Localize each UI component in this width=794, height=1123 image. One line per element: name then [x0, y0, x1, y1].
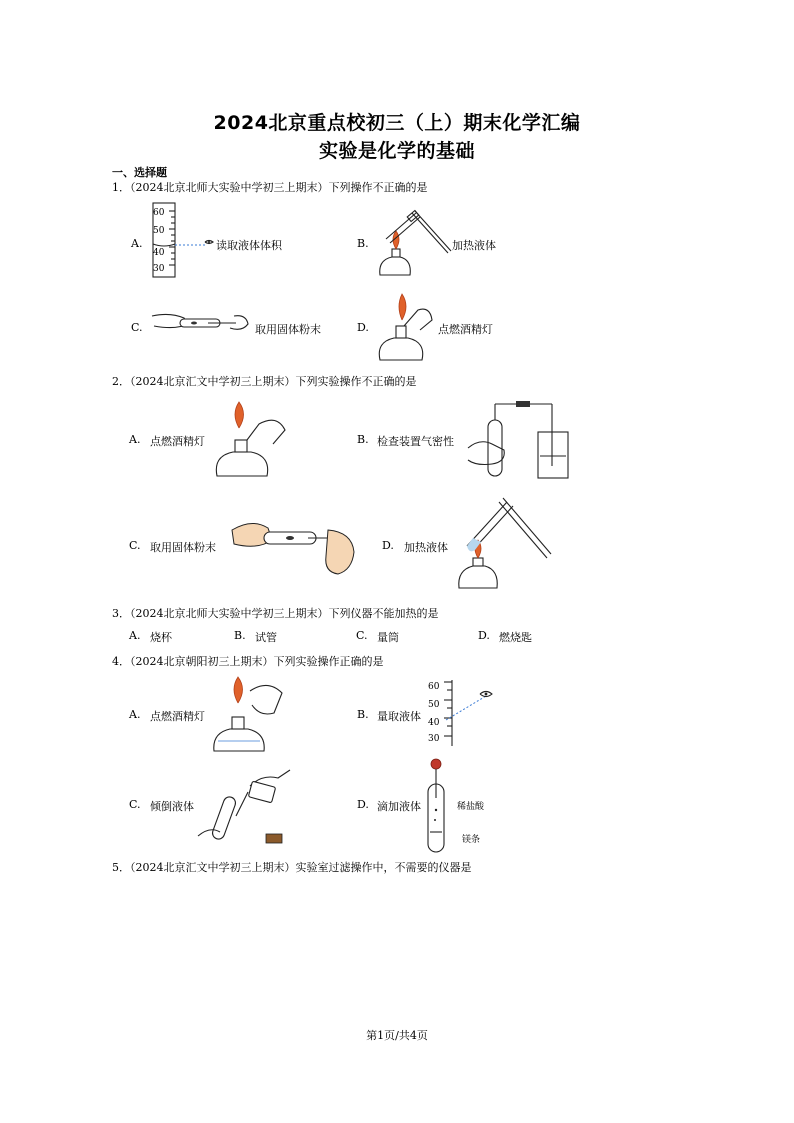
document-subtitle: 实验是化学的基础: [318, 140, 475, 162]
q4-option-d-letter: D.: [357, 798, 369, 811]
q1-option-b-letter: B.: [357, 237, 369, 250]
q4-scale-tick-30: 30: [428, 734, 440, 744]
q2-option-a-letter: A.: [129, 433, 141, 446]
q1-scale-tick-60: 60: [153, 208, 165, 218]
question-5-stem: 5．（2024北京汇文中学初三上期末）实验室过滤操作中，不需要的仪器是: [112, 861, 472, 874]
q4-option-a-letter: A.: [129, 708, 141, 721]
q1-option-c-letter: C.: [131, 321, 143, 334]
q1-option-b-text: 加热液体: [452, 239, 496, 252]
q2-option-b-letter: B.: [357, 433, 369, 446]
q2-powder-illustration: [228, 516, 358, 580]
q4-option-c-text: 倾倒液体: [150, 800, 194, 813]
q4-option-c-letter: C.: [129, 798, 141, 811]
q2-heating-illustration: [455, 498, 555, 590]
section-title: 一、选择题: [112, 166, 167, 179]
q3-option-d-text: 燃烧匙: [499, 631, 532, 644]
page-footer: 第1页/共4页: [366, 1029, 428, 1042]
q4-scale-tick-40: 40: [428, 718, 440, 728]
q1-option-c-text: 取用固体粉末: [255, 323, 321, 336]
document-title: 2024北京重点校初三（上）期末化学汇编: [213, 112, 581, 134]
q2-airtight-illustration: [460, 400, 580, 480]
q1-scale-tick-30: 30: [153, 264, 165, 274]
q4-label-acid: 稀盐酸: [457, 802, 485, 812]
q4-scale-tick-50: 50: [428, 700, 440, 710]
q1-scale-tick-40: 40: [153, 248, 165, 258]
q1-option-d-letter: D.: [357, 321, 369, 334]
q1-option-a-text: 读取液体体积: [216, 239, 282, 252]
q2-option-d-text: 加热液体: [404, 541, 448, 554]
q1-option-a-letter: A.: [131, 237, 143, 250]
q3-option-b-letter: B.: [234, 629, 246, 642]
q1-scale-tick-50: 50: [153, 226, 165, 236]
q3-option-c-text: 量筒: [377, 631, 399, 644]
q3-option-c-letter: C.: [356, 629, 368, 642]
q2-option-b-text: 检查装置气密性: [377, 435, 454, 448]
q2-option-a-text: 点燃酒精灯: [150, 435, 205, 448]
q3-option-a-letter: A.: [129, 629, 141, 642]
q4-option-a-text: 点燃酒精灯: [150, 710, 205, 723]
q4-option-d-text: 滴加液体: [377, 800, 421, 813]
question-2-stem: 2．（2024北京汇文中学初三上期末）下列实验操作不正确的是: [112, 375, 417, 388]
q4-pouring-illustration: [196, 766, 298, 848]
q4-scale-tick-60: 60: [428, 682, 440, 692]
q1-lamp-illustration: [374, 290, 438, 362]
q1-heating-illustration: [372, 205, 452, 277]
question-3-stem: 3．（2024北京北师大实验中学初三上期末）下列仪器不能加热的是: [112, 607, 439, 620]
question-1-stem: 1．（2024北京北师大实验中学初三上期末）下列操作不正确的是: [112, 181, 428, 194]
q2-option-c-letter: C.: [129, 539, 141, 552]
q1-powder-illustration: [150, 310, 250, 340]
q4-lamp-illustration: [212, 677, 288, 753]
q1-option-d-text: 点燃酒精灯: [438, 323, 493, 336]
q4-option-b-text: 量取液体: [377, 710, 421, 723]
q4-dropper-illustration: [424, 758, 454, 854]
q2-option-c-text: 取用固体粉末: [150, 541, 216, 554]
q2-option-d-letter: D.: [382, 539, 394, 552]
question-4-stem: 4．（2024北京朝阳初三上期末）下列实验操作正确的是: [112, 655, 384, 668]
q4-label-ribbon: 镁条: [462, 835, 481, 845]
q3-option-d-letter: D.: [478, 629, 490, 642]
q3-option-a-text: 烧杯: [150, 631, 172, 644]
q3-option-b-text: 试管: [255, 631, 277, 644]
q4-option-b-letter: B.: [357, 708, 369, 721]
q2-lamp-illustration: [213, 400, 293, 478]
